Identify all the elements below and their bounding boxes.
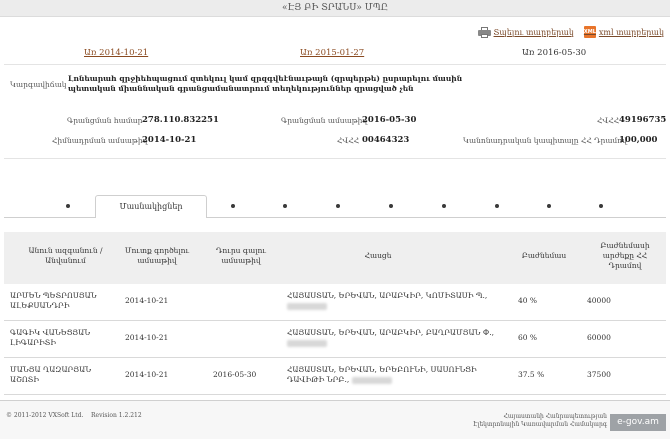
xml-version-label: xml տարբերակ [598,27,664,37]
share-percent: 37.5 % [518,370,545,379]
xml-version-link[interactable] [584,26,664,38]
column-header-share-value: Բաժնեմասի արժեքը ՀՀ Դրամով [600,241,650,270]
egov-logo-link[interactable]: e-gov.am [610,414,666,431]
table-row [4,358,666,395]
participant-name: ՄԱՆՅԱ ՂԱԶԱՐՅԱՆ ԱՇՈՏԻ [10,365,92,384]
current-date: Առ 2016-05-30 [522,48,587,58]
founded-date: 2014-10-21 [142,135,197,145]
tab-dot[interactable] [336,204,340,208]
column-header-entry-date: Մուտք գործելու ամսաթիվ [124,246,190,265]
column-header-exit-date: Դուրս գալու ամսաթիվ [216,246,266,265]
address: ՀԱՅԱՍՏԱՆ, ԵՐԵՎԱՆ, ԱՐԱԲԿԻՐ, ԲԱՂՐԱՄՅԱՆ Փ., [287,328,494,348]
share-percent: 60 % [518,333,538,342]
vat-value: 00464323 [362,135,410,145]
capital-value: 100,000 [619,135,658,145]
divider [4,64,666,65]
share-value: 60000 [587,333,611,342]
share-value: 37500 [587,370,611,379]
history-date-link-1[interactable]: Առ 2014-10-21 [84,48,149,58]
print-version-link[interactable] [478,26,574,38]
table-row [4,321,666,358]
print-version-label: Տպելու տարբերակ [493,27,574,37]
tab-dot[interactable] [599,204,603,208]
tab-dot[interactable] [283,204,287,208]
tab-dot[interactable] [442,204,446,208]
export-actions [478,26,664,38]
registration-number: 278.110.832251 [142,115,219,125]
participant-name: ԱՐՄԵՆ ՊԵՏՐՈՍՅԱՆ ԱԼԵՔՍԱՆԴՐԻ [10,291,97,310]
entry-date: 2014-10-21 [125,333,169,342]
footer [0,400,670,439]
status-label: Կարգավիճակ [10,80,67,89]
column-header-address: Հասցե [364,251,392,260]
tab-dot[interactable] [66,204,70,208]
tin-value: 49196735 [619,115,667,125]
column-header-name: Անուն ազգանուն / Անվանում [28,246,103,265]
vat-label: ՀՎՀՀ [337,136,360,145]
tab-dot[interactable] [547,204,551,208]
entry-date: 2014-10-21 [125,296,169,305]
registration-number-label: Գրանցման համար [67,116,143,125]
capital-label: Կանոնադրական կապիտալը ՀՀ Դրամով [463,136,627,145]
history-date-link-2[interactable]: Առ 2015-01-27 [300,48,365,58]
address: ՀԱՅԱՍՏԱՆ, ԵՐԵՎԱՆ, ԱՐԱԲԿԻՐ, ԿՈՄԻՏԱՍԻ Պ., [287,291,487,311]
divider [4,158,666,159]
participant-name: ԳԱԳԻԿ ՎԱՆԵՑՅԱՆ ԼԻԳԱՐԻՏԻ [10,328,91,347]
founded-date-label: Հիմնադրման ամսաթիվ [52,136,148,145]
registration-date: 2016-05-30 [362,115,417,125]
status-text: Լոնեարահ զրջիեհպացում զտեկուլ կամ զրզգվեէնաւթայն (զրպերթե) ըսրարելու մասին պետական միաննական գրանցամանատրում տեղեկություններ զրացված չեն [68,74,463,93]
tab-participants[interactable]: Մասնակիցներ [95,195,207,218]
tab-dot[interactable] [389,204,393,208]
exit-date: 2016-05-30 [213,370,257,379]
table-row [4,284,666,321]
table-header [4,232,666,284]
xml-icon: XML [584,26,596,38]
copyright: © 2011-2012 VXSoft Ltd. Revision 1.2.212 [6,412,142,419]
printer-icon [478,27,491,38]
registration-date-label: Գրանցման ամսաթիվ [281,116,368,125]
share-percent: 40 % [518,296,538,305]
address: ՀԱՅԱՍՏԱՆ, ԵՐԵՎԱՆ, ԵՐԵԲՈՒՆԻ, ՍԱՍՈՒՆՑԻ ԴԱՎԻԹԻ ՆՐԲ., [287,365,477,384]
revision: Revision 1.2.212 [91,412,142,419]
history-dates [0,48,670,60]
column-header-share: Բաժնեմաս [521,251,567,260]
tab-dot[interactable] [231,204,235,208]
page-title: «ԷՅ ԲԻ ՏՐԱՆՍ» ՄՊԸ [0,0,670,17]
tab-dot[interactable] [495,204,499,208]
ministry-name: Հայաստանի Հանրապետության Էլեկտրոնային Կառավարման Համակարգ [473,413,607,428]
share-value: 40000 [587,296,611,305]
tin-label: ՀՎՀՀ [597,116,620,125]
entry-date: 2014-10-21 [125,370,169,379]
